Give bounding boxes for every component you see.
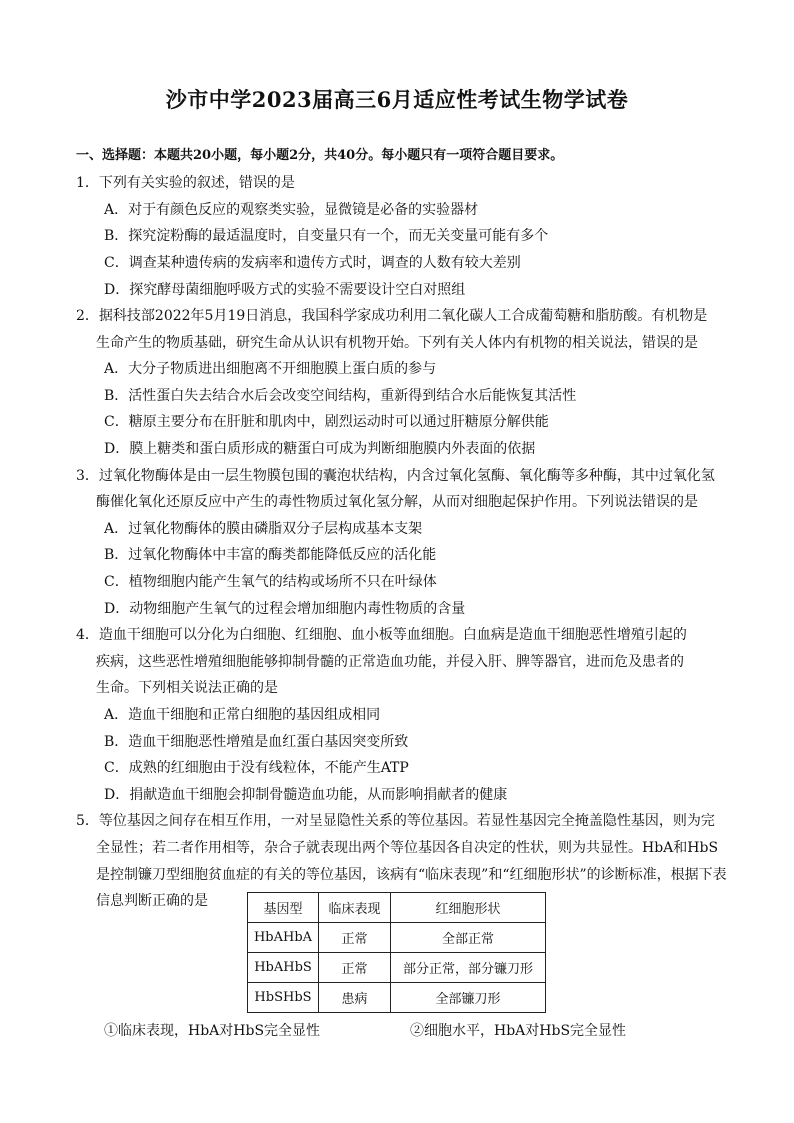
question-2-option-b: B．活性蛋白失去结合水后会改变空间结构，重新得到结合水后能恢复其活性 bbox=[104, 388, 577, 404]
question-4-option-a: A．造血干细胞和正常白细胞的基因组成相同 bbox=[104, 707, 381, 723]
question-2-stem-line-2: 生命产生的物质基础，研究生命从认识有机物开始。下列有关人体内有机物的相关说法，错误的是 bbox=[96, 335, 698, 351]
question-2-option-a: A．大分子物质进出细胞离不开细胞膜上蛋白质的参与 bbox=[104, 361, 437, 377]
question-5-stem-line-4: 信息判断正确的是 bbox=[96, 893, 208, 909]
exam-title: 沙市中学2023届高三6月适应性考试生物学试卷 bbox=[165, 87, 629, 112]
table-header-cell: 临床表现 bbox=[319, 893, 391, 923]
question-4-option-d: D．捐献造血干细胞会抑制骨髓造血功能，从而影响捐献者的健康 bbox=[104, 787, 508, 803]
table-cell: HbAHbS bbox=[248, 953, 319, 983]
table-cell: 正常 bbox=[319, 923, 391, 953]
statement-1: ①临床表现，HbA对HbS完全显性 bbox=[104, 1023, 321, 1039]
table-header-cell: 基因型 bbox=[248, 893, 319, 923]
question-3-option-b: B．过氧化物酶体中丰富的酶类都能降低反应的活化能 bbox=[104, 547, 437, 563]
section-header: 一、选择题：本题共20小题，每小题2分，共40分。每小题只有一项符合题目要求。 bbox=[76, 148, 564, 163]
table-cell: 全部正常 bbox=[391, 923, 546, 953]
question-1-option-c: C．调查某种遗传病的发病率和遗传方式时，调查的人数有较大差别 bbox=[104, 255, 521, 271]
table-header-row bbox=[248, 893, 546, 923]
question-1-option-a: A．对于有颜色反应的观察类实验，显微镜是必备的实验器材 bbox=[104, 202, 479, 218]
question-1-option-d: D．探究酵母菌细胞呼吸方式的实验不需要设计空白对照组 bbox=[104, 282, 466, 298]
question-2-option-d: D．膜上糖类和蛋白质形成的糖蛋白可成为判断细胞膜内外表面的依据 bbox=[104, 441, 536, 457]
statement-2: ②细胞水平，HbA对HbS完全显性 bbox=[410, 1023, 627, 1039]
table-cell: HbSHbS bbox=[248, 983, 319, 1013]
question-4-stem-line-1: 4．造血干细胞可以分化为白细胞、红细胞、血小板等血细胞。白血病是造血干细胞恶性增殖引起的 bbox=[76, 627, 687, 643]
question-2-option-c: C．糖原主要分布在肝脏和肌肉中，剧烈运动时可以通过肝糖原分解供能 bbox=[104, 414, 549, 430]
question-3-stem-line-2: 酶催化氧化还原反应中产生的毒性物质过氧化氢分解，从而对细胞起保护作用。下列说法错误的是 bbox=[96, 494, 698, 510]
table-cell: 患病 bbox=[319, 983, 391, 1013]
question-4-option-b: B．造血干细胞恶性增殖是血红蛋白基因突变所致 bbox=[104, 734, 409, 750]
table-row bbox=[248, 923, 546, 953]
question-3-option-a: A．过氧化物酶体的膜由磷脂双分子层构成基本支架 bbox=[104, 521, 423, 537]
question-4-stem-line-3: 生命。下列相关说法正确的是 bbox=[96, 680, 278, 696]
question-4-stem-line-2: 疾病，这些恶性增殖细胞能够抑制骨髓的正常造血功能，并侵入肝、脾等器官，进而危及患者的 bbox=[96, 654, 684, 670]
table-row bbox=[248, 953, 546, 983]
table-cell: 全部镰刀形 bbox=[391, 983, 546, 1013]
table-cell: 部分正常，部分镰刀形 bbox=[391, 953, 546, 983]
question-5-stem-line-1: 5．等位基因之间存在相互作用，一对呈显隐性关系的等位基因。若显性基因完全掩盖隐性基因，则为完 bbox=[76, 813, 715, 829]
question-1-option-b: B．探究淀粉酶的最适温度时，自变量只有一个，而无关变量可能有多个 bbox=[104, 228, 549, 244]
table-cell: 正常 bbox=[319, 953, 391, 983]
table-header-cell: 红细胞形状 bbox=[391, 893, 546, 923]
question-3-option-d: D．动物细胞产生氧气的过程会增加细胞内毒性物质的含量 bbox=[104, 601, 466, 617]
question-1-stem: 1．下列有关实验的叙述，错误的是 bbox=[76, 175, 295, 191]
question-2-stem-line-1: 2．据科技部2022年5月19日消息，我国科学家成功利用二氧化碳人工合成葡萄糖和脂肪酸。有机物是 bbox=[76, 308, 708, 324]
table-row bbox=[248, 983, 546, 1013]
question-5-stem-line-3: 是控制镰刀型细胞贫血症的有关的等位基因，该病有“临床表现”和“红细胞形状”的诊断标准，根据下表 bbox=[96, 867, 727, 883]
question-3-option-c: C．植物细胞内能产生氧气的结构或场所不只在叶绿体 bbox=[104, 574, 437, 590]
question-4-option-c: C．成熟的红细胞由于没有线粒体，不能产生ATP bbox=[104, 760, 409, 776]
question-5-stem-line-2: 全显性；若二者作用相等，杂合子就表现出两个等位基因各自决定的性状，则为共显性。HbA和HbS bbox=[96, 840, 719, 856]
table-cell: HbAHbA bbox=[248, 923, 319, 953]
genotype-table bbox=[247, 892, 546, 1013]
question-3-stem-line-1: 3．过氧化物酶体是由一层生物膜包围的囊泡状结构，内含过氧化氢酶、氧化酶等多种酶，其中过氧化氢 bbox=[76, 468, 715, 484]
